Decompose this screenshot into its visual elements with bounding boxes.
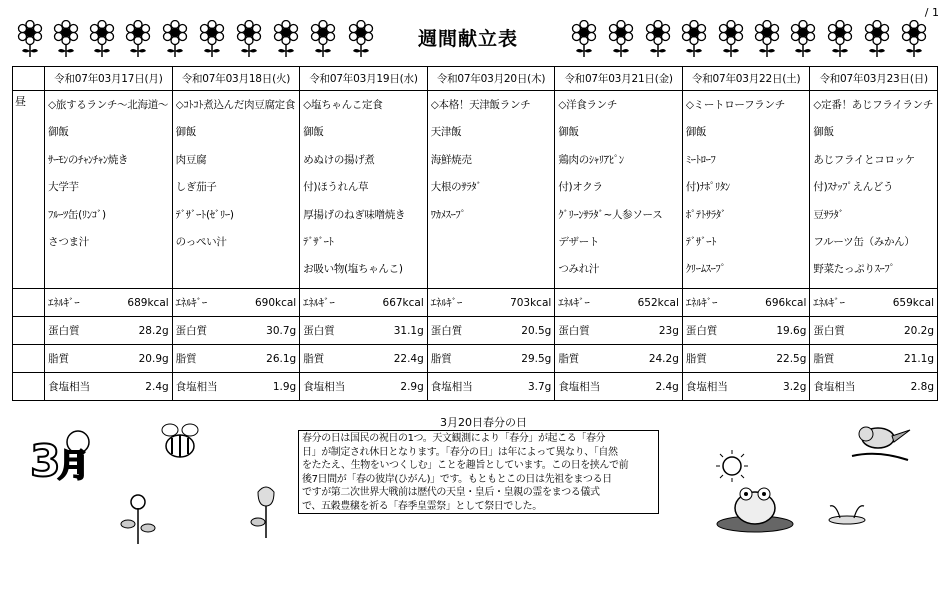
dish-item: ﾃﾞｻﾞｰﾄ(ｾﾞﾘｰ) — [175, 208, 234, 221]
dish-item: ﾜｶﾒｽｰﾌﾟ — [430, 208, 466, 221]
flower-icon — [571, 20, 597, 58]
dish-item: 御飯 — [813, 126, 834, 139]
nutrition-value: 20.9g — [109, 345, 172, 373]
day-menu-cell — [555, 91, 683, 289]
nutrition-label: ｴﾈﾙｷﾞｰ — [300, 289, 364, 317]
flower-icon — [199, 20, 225, 58]
dish-item — [48, 259, 170, 286]
flower-icon — [901, 20, 927, 58]
nutrition-value: 703kcal — [492, 289, 555, 317]
nutrition-row-fat — [13, 345, 938, 373]
menu-table — [12, 66, 938, 401]
article-body — [298, 430, 659, 514]
menu-set-name: ◇本格！天津飯ランチ — [430, 99, 531, 111]
corner-cell — [13, 67, 45, 91]
nutrition-label: 脂質 — [682, 345, 746, 373]
nutrition-label: 食塩相当 — [45, 373, 109, 401]
day-menu-cell — [682, 91, 810, 289]
flower-icon — [718, 20, 744, 58]
nutrition-value: 659kcal — [874, 289, 937, 317]
day-header: 令和07年03月21日(金) — [555, 67, 683, 91]
nutrition-label: 脂質 — [555, 345, 619, 373]
nutrition-value: 24.2g — [619, 345, 682, 373]
nutrition-label: 蛋白質 — [45, 317, 109, 345]
flower-icon — [864, 20, 890, 58]
dish-item: 肉豆腐 — [175, 153, 207, 166]
flower-icon — [645, 20, 671, 58]
dish-item: ｸﾘｰﾑｽｰﾌﾟ — [685, 263, 726, 276]
sprout-icon — [826, 496, 868, 526]
nutrition-value: 31.1g — [364, 317, 427, 345]
nutrition-value: 3.7g — [492, 373, 555, 401]
dish-item — [431, 232, 553, 259]
dish-item — [431, 259, 553, 286]
day-header: 令和07年03月20日(木) — [427, 67, 555, 91]
nutrition-value: 689kcal — [109, 289, 172, 317]
dish-item: ﾌﾙｰﾂ缶(ﾘﾝｺﾞ) — [48, 208, 106, 221]
nutrition-value: 20.2g — [874, 317, 937, 345]
nutrition-row-energy — [13, 289, 938, 317]
nutrition-label: 食塩相当 — [810, 373, 874, 401]
nutrition-label: ｴﾈﾙｷﾞｰ — [45, 289, 109, 317]
nutrition-value: 2.9g — [364, 373, 427, 401]
dish-item: ﾃﾞｻﾞｰﾄ — [303, 235, 334, 248]
dish-item: 厚揚げのねぎ味噌焼き — [303, 208, 406, 221]
dish-item: 天津飯 — [430, 126, 462, 139]
flower-icon — [162, 20, 188, 58]
dish-item: フルーツ缶（みかん） — [813, 235, 915, 248]
nutrition-value: 26.1g — [236, 345, 299, 373]
article-line: ですが第二次世界大戦前は歴代の天皇・皇后・皇親の霊をまつる儀式 — [302, 487, 600, 499]
day-header: 令和07年03月18日(火) — [172, 67, 300, 91]
flower-icon — [310, 20, 336, 58]
nutrition-label: 食塩相当 — [172, 373, 236, 401]
lunch-dishes-row — [13, 91, 938, 289]
bird-icon — [848, 420, 914, 466]
nutrition-label: 蛋白質 — [555, 317, 619, 345]
nutrition-value: 30.7g — [236, 317, 299, 345]
day-menu-cell — [172, 91, 300, 289]
nutrition-value: 2.4g — [109, 373, 172, 401]
day-header: 令和07年03月19日(水) — [300, 67, 428, 91]
nutrition-value: 19.6g — [747, 317, 810, 345]
day-header: 令和07年03月22日(土) — [682, 67, 810, 91]
tulip-icon — [248, 482, 284, 540]
flower-icon — [89, 20, 115, 58]
day-menu-cell — [427, 91, 555, 289]
page-title: 週間献立表 — [417, 28, 518, 50]
nutrition-label: 食塩相当 — [555, 373, 619, 401]
nutrition-value: 22.4g — [364, 345, 427, 373]
month-unit: 月 — [57, 446, 87, 484]
nutrition-row-protein — [13, 317, 938, 345]
dish-item — [176, 259, 298, 286]
nutrition-label: 蛋白質 — [427, 317, 491, 345]
dish-item: 付)ﾅﾎﾟﾘﾀﾝ — [685, 181, 730, 194]
nutrition-label: ｴﾈﾙｷﾞｰ — [555, 289, 619, 317]
day-menu-cell — [810, 91, 938, 289]
month-number: 3 — [30, 436, 58, 487]
nutrition-label: ｴﾈﾙｷﾞｰ — [810, 289, 874, 317]
row-label-blank — [13, 345, 45, 373]
row-label-blank — [13, 373, 45, 401]
nutrition-label: 蛋白質 — [300, 317, 364, 345]
dish-item: 御飯 — [48, 126, 69, 139]
nutrition-row-salt — [13, 373, 938, 401]
nutrition-value: 29.5g — [492, 345, 555, 373]
nutrition-label: 食塩相当 — [300, 373, 364, 401]
nutrition-value: 20.5g — [492, 317, 555, 345]
nutrition-value: 22.5g — [747, 345, 810, 373]
flower-sprout-icon — [118, 488, 158, 546]
article-line: で、五穀豊穣を祈る「春季皇霊祭」として祭日でした。 — [302, 500, 542, 512]
article-line: 春分の日は国民の祝日の1つ。天文観測により「春分」が起こる「春分 — [302, 433, 606, 444]
article-line: 日」が制定され休日となります。「春分の日」は年によって異なり、「自然 — [302, 446, 618, 458]
nutrition-label: 食塩相当 — [427, 373, 491, 401]
day-header: 令和07年03月17日(月) — [45, 67, 173, 91]
flower-icon — [790, 20, 816, 58]
menu-set-name: ◇塩ちゃんこ定食 — [303, 99, 383, 111]
menu-set-name: ◇洋食ランチ — [558, 99, 618, 111]
date-header-row — [13, 67, 938, 91]
nutrition-label: 脂質 — [172, 345, 236, 373]
flower-icon — [53, 20, 79, 58]
menu-set-name: ◇定番！あじフライランチ — [813, 99, 934, 111]
dish-item: 御飯 — [175, 126, 197, 139]
flower-icon — [754, 20, 780, 58]
article-line: をたたえ、生物をいつくしむ」ことを趣旨としています。この日を挟んで前 — [302, 460, 629, 472]
nutrition-label: 脂質 — [300, 345, 364, 373]
dish-item: 鶏肉のｼｬﾘｱﾋﾟﾝ — [558, 153, 624, 166]
nutrition-value: 1.9g — [236, 373, 299, 401]
dish-item: しぎ茄子 — [175, 181, 217, 194]
nutrition-value: 652kcal — [619, 289, 682, 317]
day-header: 令和07年03月23日(日) — [810, 67, 938, 91]
dish-item: ﾐｰﾄﾛｰﾌ — [685, 153, 716, 166]
article-title: 3月20日春分の日 — [440, 416, 527, 429]
bee-icon — [150, 418, 210, 468]
dish-item: さつま汁 — [48, 235, 89, 248]
dish-item: あじフライとコロッケ — [813, 153, 915, 166]
nutrition-value: 28.2g — [109, 317, 172, 345]
flower-icon — [17, 20, 43, 58]
day-menu-cell — [45, 91, 173, 289]
nutrition-value: 2.8g — [874, 373, 937, 401]
day-menu-cell — [300, 91, 428, 289]
menu-set-name: ◇旅するランチ～北海道～ — [48, 99, 169, 111]
nutrition-label: 蛋白質 — [172, 317, 236, 345]
flower-icon — [236, 20, 262, 58]
dish-item: ﾃﾞｻﾞｰﾄ — [685, 235, 717, 248]
dish-item: のっぺい汁 — [175, 235, 227, 248]
menu-set-name: ◇ミートローフランチ — [685, 99, 785, 111]
meal-label: 昼 — [13, 91, 45, 289]
dish-item: 豆ｻﾗﾀﾞ — [813, 208, 844, 221]
dish-item: 御飯 — [303, 126, 324, 139]
nutrition-label: 蛋白質 — [810, 317, 874, 345]
flower-icon — [827, 20, 853, 58]
nutrition-value: 3.2g — [747, 373, 810, 401]
dish-item: 付)ほうれん草 — [303, 181, 369, 194]
dish-item: つみれ汁 — [558, 263, 600, 276]
nutrition-value: 23g — [619, 317, 682, 345]
dish-item: 海鮮焼売 — [430, 153, 472, 166]
page-number: / 1 — [924, 6, 939, 19]
nutrition-label: 脂質 — [427, 345, 491, 373]
nutrition-value: 21.1g — [874, 345, 937, 373]
flower-icon — [348, 20, 374, 58]
article-line: 後7日間が「春の彼岸(ひがん)」です。もともとこの日は先祖をまつる日 — [302, 473, 612, 485]
dish-item: お吸い物(塩ちゃんこ) — [303, 263, 403, 276]
dish-item: めぬけの揚げ煮 — [303, 153, 375, 166]
dish-item: 大学芋 — [48, 181, 79, 194]
flower-icon — [608, 20, 634, 58]
flower-icon — [681, 20, 707, 58]
menu-set-name: ◇ｺﾄｺﾄ煮込んだ肉豆腐定食 — [175, 99, 296, 111]
nutrition-label: 食塩相当 — [682, 373, 746, 401]
dish-item: 大根のｻﾗﾀﾞ — [430, 181, 482, 194]
tree-illustration — [58, 428, 98, 478]
flower-icon — [273, 20, 299, 58]
nutrition-label: 脂質 — [45, 345, 109, 373]
frog-icon — [710, 478, 800, 534]
dish-item: 付)ｽﾅｯﾌﾟえんどう — [813, 181, 894, 194]
nutrition-label: ｴﾈﾙｷﾞｰ — [172, 289, 236, 317]
dish-item: ｸﾞﾘｰﾝｻﾗﾀﾞ~人参ソース — [558, 208, 663, 221]
nutrition-label: ｴﾈﾙｷﾞｰ — [427, 289, 491, 317]
nutrition-label: ｴﾈﾙｷﾞｰ — [682, 289, 746, 317]
nutrition-value: 690kcal — [236, 289, 299, 317]
flower-icon — [125, 20, 151, 58]
dish-item: ﾎﾟﾃﾄｻﾗﾀﾞ — [685, 208, 727, 221]
dish-item: 野菜たっぷりｽｰﾌﾟ — [813, 263, 895, 276]
nutrition-value: 667kcal — [364, 289, 427, 317]
nutrition-label: 脂質 — [810, 345, 874, 373]
dish-item: ｻｰﾓﾝのﾁｬﾝﾁｬﾝ焼き — [48, 153, 129, 166]
dish-item: 付)オクラ — [558, 181, 603, 194]
dish-item: 御飯 — [685, 126, 707, 139]
nutrition-label: 蛋白質 — [682, 317, 746, 345]
row-label-blank — [13, 317, 45, 345]
dish-item: デザート — [558, 235, 600, 248]
dish-item: 御飯 — [558, 126, 579, 139]
nutrition-value: 696kcal — [747, 289, 810, 317]
row-label-blank — [13, 289, 45, 317]
nutrition-value: 2.4g — [619, 373, 682, 401]
